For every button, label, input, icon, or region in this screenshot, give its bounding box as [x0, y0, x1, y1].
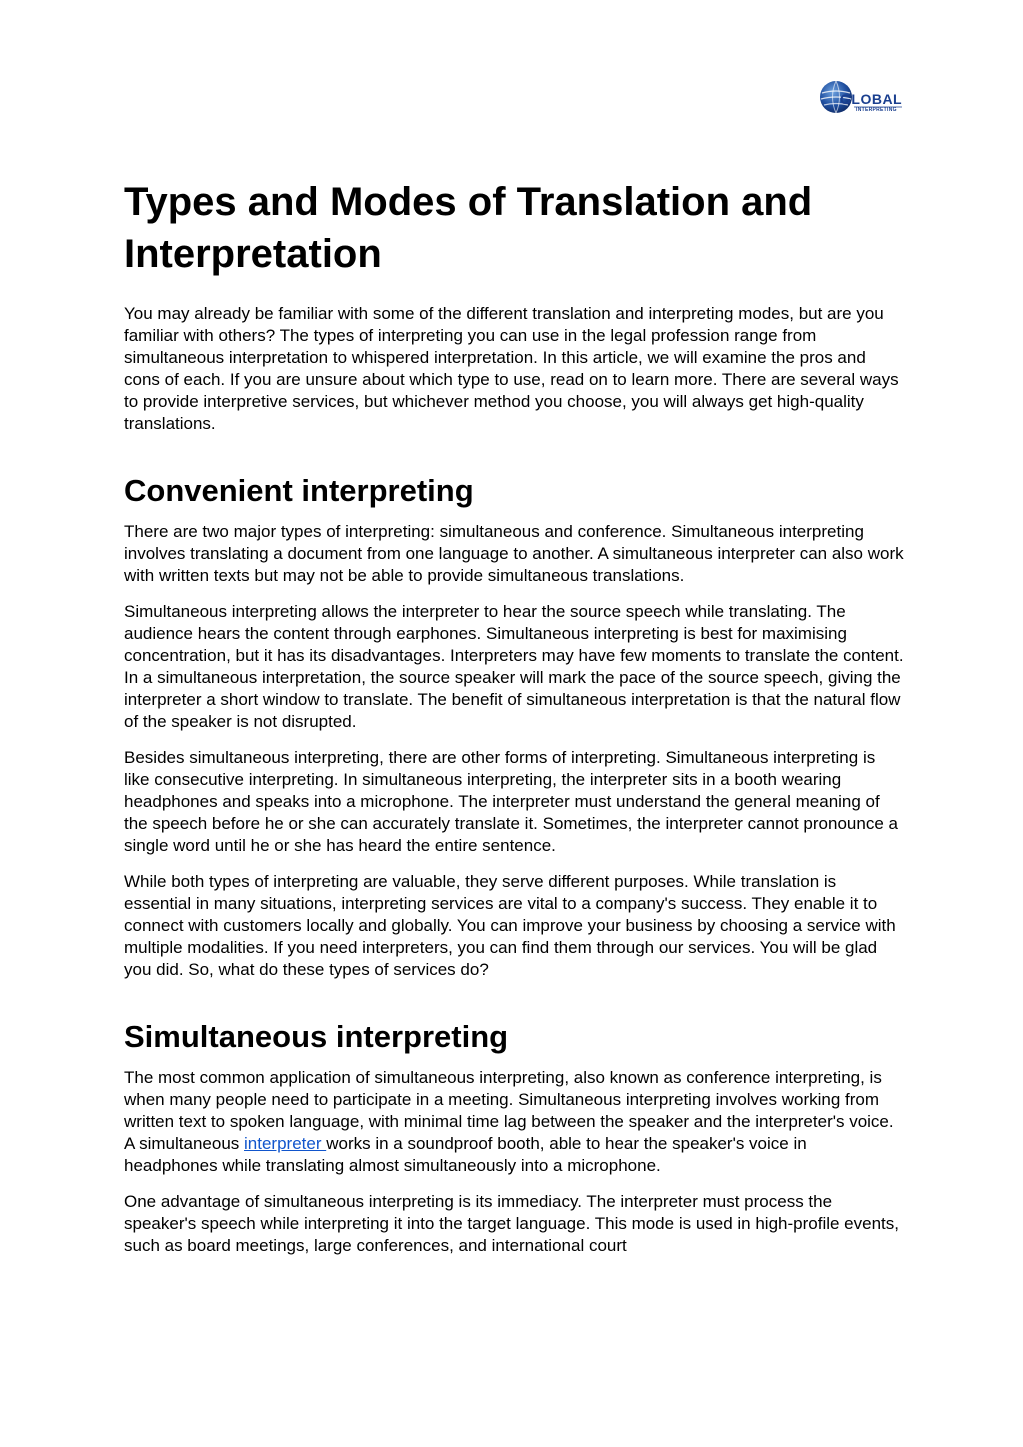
paragraph: There are two major types of interpreting: simultaneous and conference. Simultaneous interpreting involves translating a document from one language to another. A simultaneous interpreter can also work with written texts but may not be able to provide simultaneous translations. — [124, 522, 904, 585]
page-title: Types and Modes of Translation and Interpretation — [124, 180, 813, 276]
intro-paragraph: You may already be familiar with some of the different translation and interpreting modes, but are you familiar with others? The types of interpreting you can use in the legal profession range from simultaneous interpretation to whispered interpretation. In this article, we will examine the pros and cons of each. If you are unsure about which type to use, read on to learn more. There are several ways to provide interpretive services, but whichever method you choose, you will always get high-quality translations. — [124, 304, 899, 433]
interpreter-link[interactable]: interpreter — [244, 1134, 327, 1153]
article-body — [124, 176, 904, 1271]
paragraph: While both types of interpreting are valuable, they serve different purposes. While translation is essential in many situations, interpreting services are vital to a company's success. They enable it to connect with customers locally and globally. You can improve your business by choosing a service with multiple modalities. If you need interpreters, you can find them through our services. You will be glad you did. So, what do these types of services do? — [124, 872, 896, 979]
section-heading-convenient: Convenient interpreting — [124, 473, 474, 508]
paragraph-text: The most common application of simultaneous interpreting, also known as conference interpreting, is when many people need to participate in a meeting. Simultaneous interpreting involves working from written text to spoken language, with minimal time lag between the speaker and the interpreter's voice. A simultaneous — [124, 1068, 894, 1153]
logo-subtitle: INTERPRETING — [856, 107, 897, 113]
section-heading-simultaneous: Simultaneous interpreting — [124, 1019, 509, 1054]
paragraph: One advantage of simultaneous interpreting is its immediacy. The interpreter must process the speaker's speech while interpreting it into the target language. This mode is used in high-profile events, such as board meetings, large conferences, and international court — [124, 1192, 899, 1255]
paragraph: Simultaneous interpreting allows the interpreter to hear the source speech while translating. The audience hears the content through earphones. Simultaneous interpreting is best for maximising concentration, but it has its disadvantages. Interpreters may have few moments to translate the content. In a simultaneous interpretation, the source speaker will mark the pace of the source speech, giving the interpreter a short window to translate. The benefit of simultaneous interpretation is that the natural flow of the speaker is not disrupted. — [124, 602, 904, 731]
logo-wordmark: GLOBAL — [840, 91, 903, 107]
paragraph-text: works in a soundproof booth, able to hear the speaker's voice in headphones while translating almost simultaneously into a microphone. — [124, 1134, 807, 1175]
paragraph-with-link — [124, 1067, 904, 1177]
paragraph: Besides simultaneous interpreting, there are other forms of interpreting. Simultaneous interpreting is like consecutive interpreting. In simultaneous interpreting, the interpreter sits in a booth wearing headphones and speaks into a microphone. The interpreter must understand the general meaning of the speech before he or she can accurately translate it. Sometimes, the interpreter cannot pronounce a single word until he or she has heard the entire sentence. — [124, 748, 898, 855]
global-interpreting-logo — [818, 80, 902, 118]
